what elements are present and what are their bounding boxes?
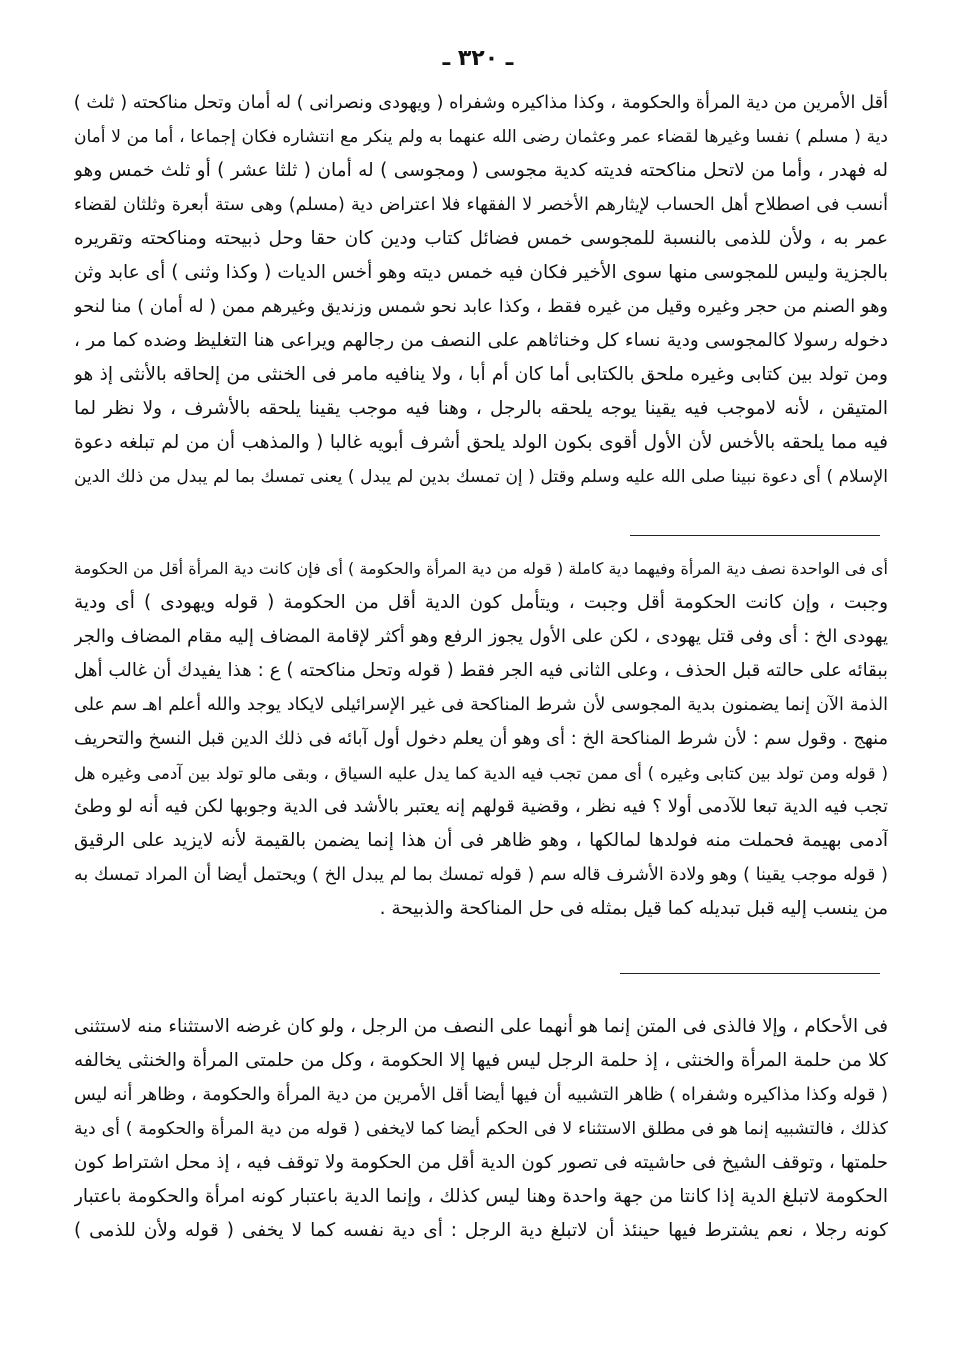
commentary-line: حلمتها ، وتوقف الشيخ فى حاشيته فى تصور كون الدية أقل من الحكومة ولا توقف فيه ، إذ محل اشتراط كون xyxy=(74,1152,888,1173)
commentary-line: من ينسب إليه قبل تبديله كما قيل بمثله فى حل المناكحة والذبيحة . xyxy=(379,898,888,919)
commentary-line: ببقائه على حالته قبل الحذف ، وعلى الثانى فيه الجر فقط ( قوله وتحل مناكحته ) ع : هذا يفيدك أن غالب أهل xyxy=(74,660,888,681)
main-text-line: دية ( مسلم ) نفسا وغيرها لقضاء عمر وعثمان رضى الله عنهما به ولم ينكر مع انتشاره فكان إجماعا ، أما من لا أمان xyxy=(74,127,888,147)
commentary-block-first xyxy=(74,552,888,926)
commentary-line: الحكومة لاتبلغ الدية إذا كانتا من جهة واحدة وهنا ليس كذلك ، وإنما الدية باعتبار كونه امرأة والحكومة باعتبار xyxy=(74,1186,888,1207)
main-text-line: له فهدر ، وأما من لاتحل مناكحته فديته كدية مجوسى ( ومجوسى ) له أمان ( ثلثا عشر ) أو ثلث خمس وهو xyxy=(74,160,888,181)
commentary-block-second xyxy=(74,1010,888,1248)
section-divider xyxy=(620,973,880,974)
main-text-line: دخوله رسولا كالمجوسى ودية نساء كل وخناثاهم على النصف من رجالهم ويراعى هنا التغليظ وضده كما مر ، xyxy=(74,330,888,351)
main-text-line: عمر به ، ولأن للذمى بالنسبة للمجوسى خمس فضائل كتاب ودين كان حقا وحل ذبيحته ومناكحته وتقريره xyxy=(74,228,888,249)
commentary-line: أى فى الواحدة نصف دية المرأة وفيهما دية كاملة ( قوله من دية المرأة والحكومة ) أى فإن كانت دية المرأة أقل من الحكومة xyxy=(74,559,888,578)
commentary-line: تجب فيه الدية تبعا للآدمى أولا ؟ فيه نظر ، وقضية قولهم إنه يعتبر بالأشد فى الدية وجوبها لكن فيه أنه لو وطئ xyxy=(74,796,888,817)
page-number: ـ ٣٢٠ ـ xyxy=(442,46,514,71)
main-text-line: المتيقن ، لأنه لاموجب فيه يقينا يوجه يلحقه بالرجل ، وهنا فيه موجب يقينا يلحقه بالأشرف ، ولا نظر لما xyxy=(74,398,888,419)
commentary-line: ( قوله موجب يقينا ) وهو ولادة الأشرف قاله سم ( قوله تمسك بما لم يبدل الخ ) ويحتمل أيضا أن المراد تمسك به xyxy=(74,865,888,885)
commentary-line: ( قوله ومن تولد بين كتابى وغيره ) أى ممن تجب فيه الدية كما يدل عليه السياق ، وبقى مالو تولد بين آدمى وغيره هل xyxy=(74,763,888,783)
commentary-line: ( قوله وكذا مذاكيره وشفراه ) ظاهر التشبيه أن فيها أيضا أقل الأمرين من دية المرأة والحكومة ، وظاهر أنه ليس xyxy=(74,1085,888,1105)
main-text-line: فيه مما يلحقه بالأخس لأن الأول أقوى بكون الولد يلحق أشرف أبويه غالبا ( والمذهب أن من لم تبلغه دعوة xyxy=(74,432,888,453)
commentary-line: وجبت ، وإن كانت الحكومة أقل وجبت ، ويتأمل كون الدية أقل من الحكومة ( قوله ويهودى ) أى ودية xyxy=(74,592,888,613)
commentary-line: كونه رجلا ، نعم يشترط فيها حينئذ أن لاتبلغ دية الرجل : أى دية نفسه كما لا يخفى ( قوله ولأن للذمى ) xyxy=(74,1220,888,1241)
main-text-line: أنسب فى اصطلاح أهل الحساب لإيثارهم الأخصر لا الفقهاء فلا اعتراض دية (مسلم) وهى ستة أبعرة وثلثان لقضاء xyxy=(74,195,888,215)
main-text-line: وهو الصنم من حجر وغيره وقيل من غيره فقط ، وكذا عابد نحو شمس وزنديق وغيرهم ممن ( له أمان ) منا لنحو xyxy=(74,297,888,317)
commentary-line: منهج . وقول سم : لأن شرط المناكحة الخ : أى وهو أن يعلم دخول أول آبائه فى ذلك الدين قبل النسخ والتحريف xyxy=(74,729,888,749)
section-divider xyxy=(630,535,880,536)
main-text-block xyxy=(74,86,888,494)
main-text-line: ومن تولد بين كتابى وغيره ملحق بالكتابى أما كان أم أبا ، ولا ينافيه مامر فى الخنثى من إلحاقه بالأنثى إذ هو xyxy=(74,364,888,385)
main-text-line: أقل الأمرين من دية المرأة والحكومة ، وكذا مذاكيره وشفراه ( ويهودى ونصرانى ) له أمان وتحل مناكحته ( ثلث ) xyxy=(74,93,888,113)
main-text-line: الإسلام ) أى دعوة نبينا صلى الله عليه وسلم وقتل ( إن تمسك بدين لم يبدل ) يعنى تمسك بما لم يبدل من ذلك الدين xyxy=(74,467,888,487)
commentary-line: الذمة الآن إنما يضمنون بدية المجوسى لأن شرط المناكحة فى غير الإسرائيلى لايكاد يوجد والله أعلم اهـ سم على xyxy=(74,695,888,715)
commentary-line: آدمى بهيمة فحملت منه فولدها لمالكها ، وهو ظاهر فى أن هذا إنما يضمن بالقيمة لأنه لايزيد على الرقيق xyxy=(74,830,888,851)
commentary-line: فى الأحكام ، وإلا فالذى فى المتن إنما هو أنهما على النصف من الرجل ، ولو كان غرضه الاستثناء منه لاستثنى xyxy=(74,1016,888,1037)
commentary-line: يهودى الخ : أى وفى قتل يهودى ، لكن على الأول يجوز الرفع وهو أكثر لإقامة المضاف إليه مقام المضاف والجر xyxy=(74,626,888,647)
main-text-line: بالجزية وليس للمجوسى منها سوى الأخير فكان فيه خمس ديته وهو أخس الديات ( وكذا وثنى ) أى عابد وثن xyxy=(74,262,888,283)
commentary-line: كلا من حلمة المرأة والخنثى ، إذ حلمة الرجل ليس فيها إلا الحكومة ، وكل من حلمتى المرأة والخنثى يخالفه xyxy=(74,1050,888,1071)
commentary-line: كذلك ، فالتشبيه إنما هو فى مطلق الاستثناء لا فى الحكم أيضا كما لايخفى ( قوله من دية المرأة والحكومة ) أى دية xyxy=(74,1119,888,1139)
